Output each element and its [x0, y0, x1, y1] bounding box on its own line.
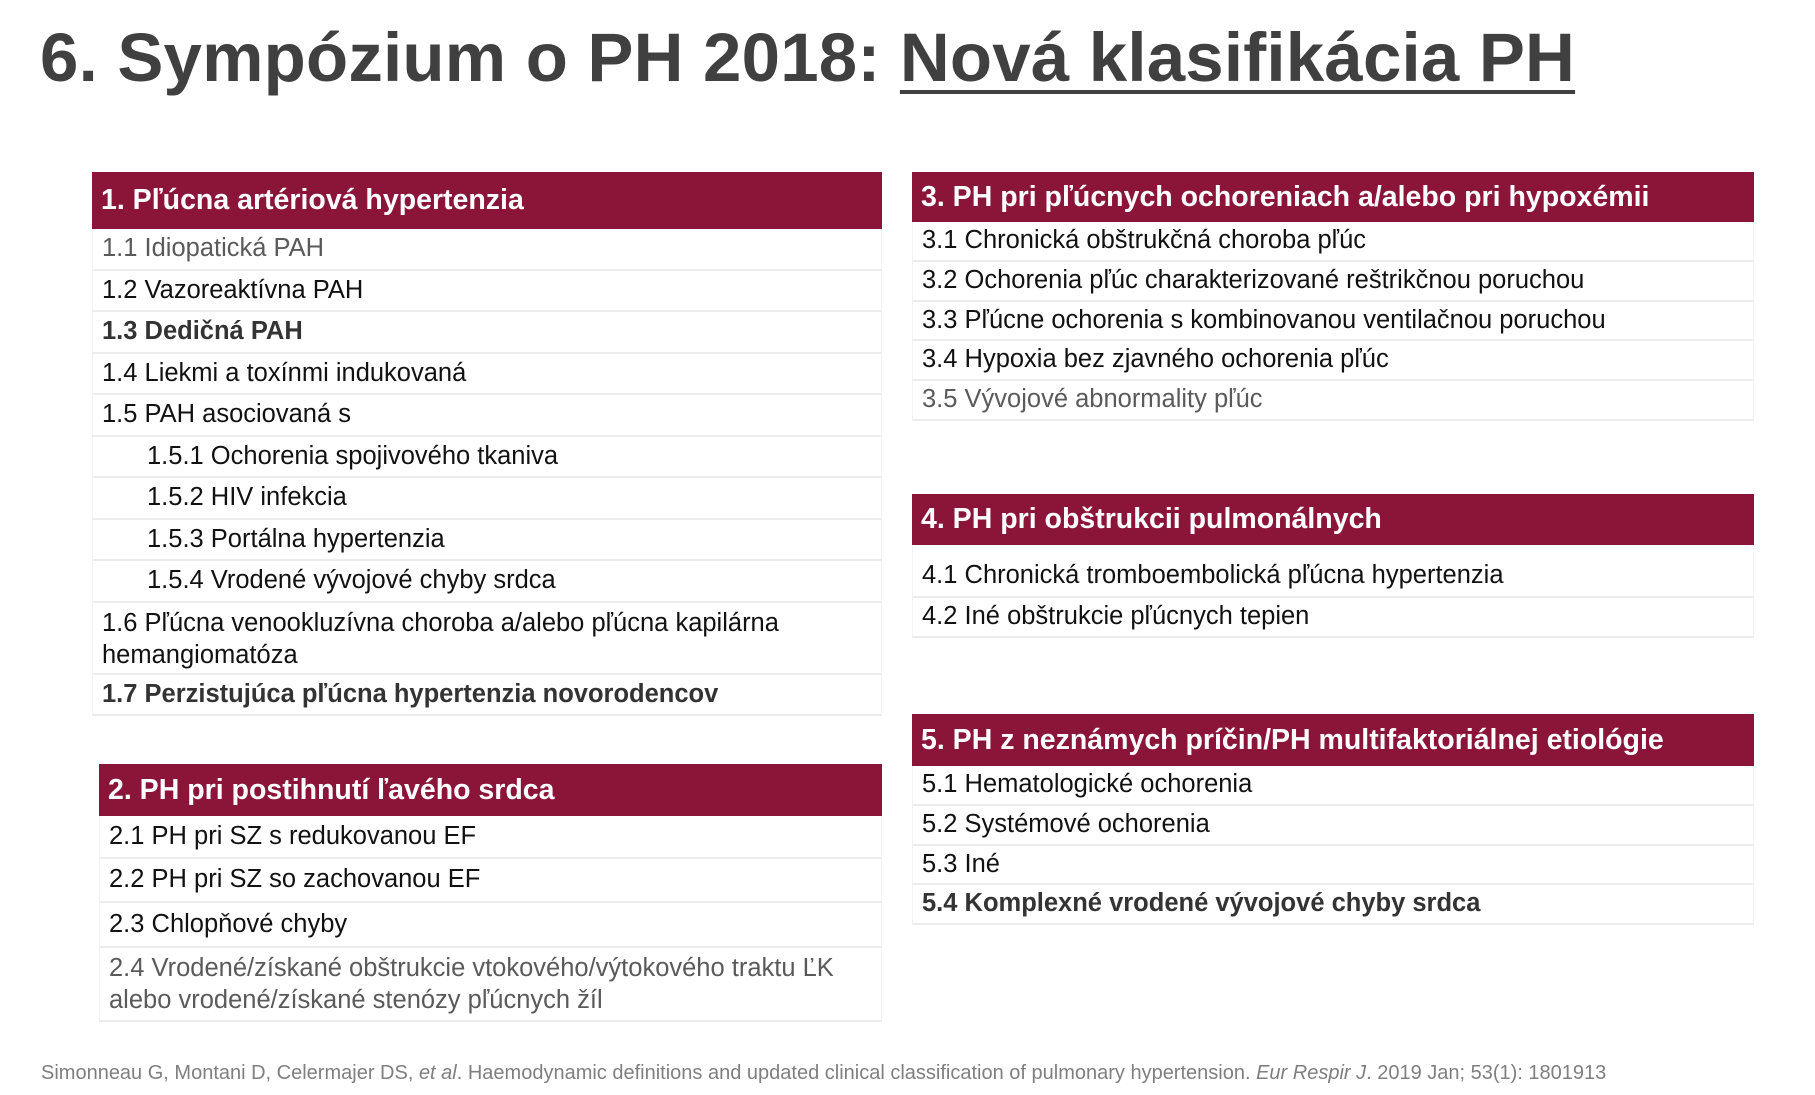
group-1-panel	[92, 172, 882, 716]
list-item: 5.1 Hematologické ochorenia	[912, 766, 1754, 806]
group-3-panel	[912, 172, 1754, 421]
list-item: 4.1 Chronická tromboembolická pľúcna hypertenzia	[912, 545, 1754, 598]
group-3-header: 3. PH pri pľúcnych ochoreniach a/alebo pri hypoxémii	[912, 172, 1754, 222]
list-item: 1.5.1 Ochorenia spojivového tkaniva	[92, 437, 882, 478]
list-item: 5.2 Systémové ochorenia	[912, 806, 1754, 846]
group-5-header: 5. PH z neznámych príčin/PH multifaktoriálnej etiológie	[912, 714, 1754, 766]
list-item: 3.2 Ochorenia pľúc charakterizované reštrikčnou poruchou	[912, 262, 1754, 302]
list-item: 2.1 PH pri SZ s redukovanou EF	[99, 816, 882, 859]
list-item: 5.4 Komplexné vrodené vývojové chyby srdca	[912, 885, 1754, 925]
title-underlined: Nová klasifikácia PH	[899, 19, 1576, 96]
group-5-panel	[912, 714, 1754, 925]
list-item: 2.2 PH pri SZ so zachovanou EF	[99, 859, 882, 903]
list-item: 1.4 Liekmi a toxínmi indukovaná	[92, 354, 882, 395]
group-4-panel	[912, 494, 1754, 638]
footer-article: . Haemodynamic definitions and updated clinical classification of pulmonary hypertension.	[456, 1062, 1257, 1084]
list-item: 2.3 Chlopňové chyby	[99, 903, 882, 948]
list-item: 1.6 Pľúcna venookluzívna choroba a/alebo pľúcna kapilárna hemangiomatóza	[92, 603, 882, 675]
footer-citation: . 2019 Jan; 53(1): 1801913	[1366, 1062, 1607, 1084]
title-prefix: 6. Sympózium o PH 2018:	[40, 19, 900, 96]
group-2-panel	[99, 764, 882, 1022]
list-item: 3.4 Hypoxia bez zjavného ochorenia pľúc	[912, 341, 1754, 381]
list-item: 1.5.3 Portálna hypertenzia	[92, 520, 882, 561]
group-1-header: 1. Pľúcna artériová hypertenzia	[92, 172, 882, 229]
list-item: 1.3 Dedičná PAH	[92, 312, 882, 354]
group-4-header: 4. PH pri obštrukcii pulmonálnych	[912, 494, 1754, 545]
list-item: 1.5.2 HIV infekcia	[92, 478, 882, 520]
group-2-header: 2. PH pri postihnutí ľavého srdca	[99, 764, 882, 816]
reference-footer	[41, 1062, 1606, 1085]
footer-authors: Simonneau G, Montani D, Celermajer DS,	[41, 1062, 419, 1084]
list-item: 3.3 Pľúcne ochorenia s kombinovanou ventilačnou poruchou	[912, 302, 1754, 341]
footer-etal: et al	[418, 1062, 457, 1084]
list-item: 1.7 Perzistujúca pľúcna hypertenzia novorodencov	[92, 675, 882, 716]
list-item: 1.2 Vazoreaktívna PAH	[92, 271, 882, 312]
list-item: 1.5 PAH asociovaná s	[92, 395, 882, 437]
list-item: 5.3 Iné	[912, 846, 1754, 885]
footer-journal: Eur Respir J	[1256, 1062, 1367, 1084]
list-item: 1.1 Idiopatická PAH	[92, 229, 882, 271]
list-item: 3.5 Vývojové abnormality pľúc	[912, 381, 1754, 421]
list-item: 2.4 Vrodené/získané obštrukcie vtokového/výtokového traktu ĽK alebo vrodené/získané stenózy pľúcnych žíl	[99, 948, 882, 1022]
list-item: 3.1 Chronická obštrukčná choroba pľúc	[912, 222, 1754, 262]
page-title	[40, 18, 1575, 97]
list-item: 1.5.4 Vrodené vývojové chyby srdca	[92, 561, 882, 603]
list-item: 4.2 Iné obštrukcie pľúcnych tepien	[912, 598, 1754, 638]
